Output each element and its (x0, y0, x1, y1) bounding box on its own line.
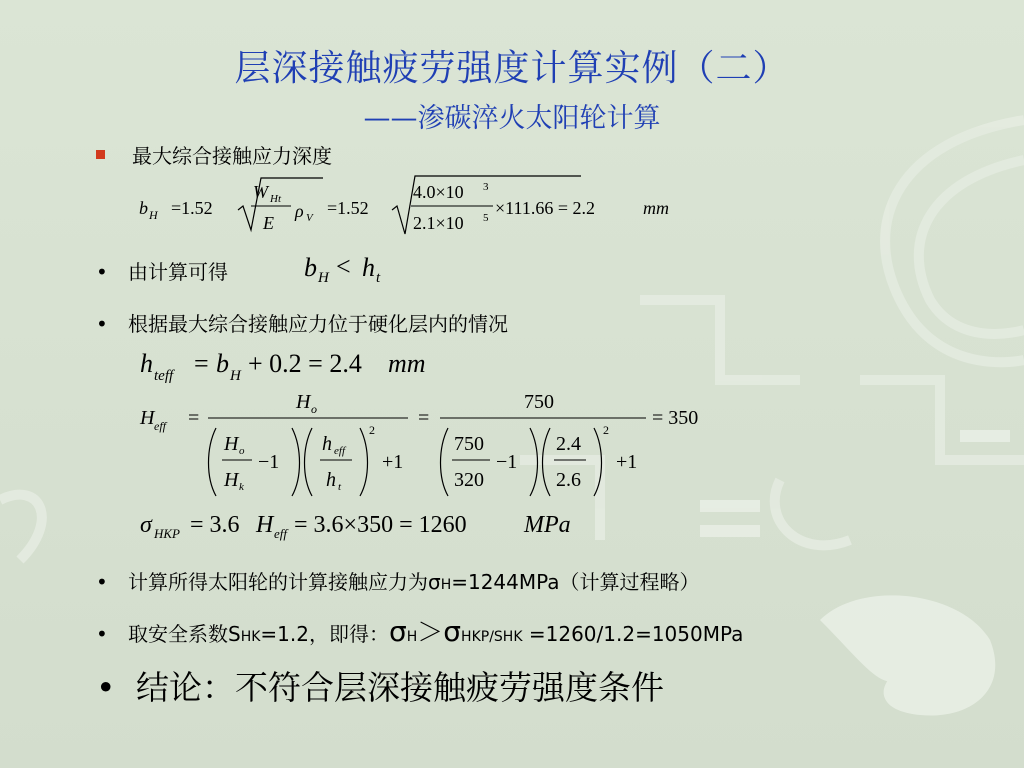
eq5-sigma: σ (140, 512, 152, 538)
eq1-b: b (139, 198, 148, 218)
eq1-W-sub: Ht (270, 193, 281, 205)
eq1-num2-exp: 3 (483, 181, 489, 193)
eq4-minus1b: −1 (496, 451, 518, 473)
equation-sigma-hkp (136, 506, 606, 546)
eq4-ht-sub: t (338, 481, 342, 493)
eq4-result: = 350 (652, 407, 699, 429)
eq5-sigma-sub: HKP (154, 526, 180, 541)
eq3-h-sub: teff (154, 368, 174, 384)
eq5-H-sub: eff (274, 526, 287, 541)
eq1-W: W (253, 182, 268, 202)
eq4-Ho: H (224, 433, 239, 455)
eq4-num2: 750 (524, 391, 554, 413)
sigma-sub: H (406, 629, 418, 645)
eq4-eq2: = (418, 407, 430, 429)
sigma-sub: H (440, 577, 452, 593)
bullet-dot-icon: • (96, 622, 108, 646)
eq2-h-sub: t (376, 270, 381, 286)
eq5-rest1: = 3.6 (190, 512, 240, 538)
bullet-conclusion (96, 662, 664, 709)
bullet-mid: =1.2，即得： (260, 622, 389, 646)
bullet-text: 由计算可得 (128, 260, 228, 284)
eq4-H: H (140, 407, 155, 429)
eq4-ht: h (326, 469, 336, 491)
eq5-unit: MPa (524, 512, 571, 538)
eq2-b-sub: H (318, 270, 329, 286)
eq3-eq: = (194, 349, 209, 378)
bullet-text: 取安全系数S (128, 622, 241, 646)
eq4-num: H (296, 391, 311, 413)
eq4-heff-sub: eff (334, 445, 345, 457)
bullet-text: 根据最大综合接触应力位于硬化层内的情况 (128, 312, 508, 336)
s-sub: HK (240, 629, 261, 645)
bullet-comparison (96, 256, 228, 285)
eq1-coef: =1.52 (171, 198, 213, 218)
eq1-E: E (263, 213, 274, 233)
bullet-square-icon (96, 150, 105, 159)
bullet-text: 计算所得太阳轮的计算接触应力为 (128, 570, 428, 594)
eq4-plus1: +1 (382, 451, 404, 473)
eq4-Hk-sub: k (239, 481, 244, 493)
bullet-dot-icon: • (96, 570, 108, 594)
gt-symbol: ＞ (417, 618, 444, 648)
bullet-dot-icon: • (96, 668, 116, 707)
eq1-num2: 4.0×10 (413, 182, 464, 202)
bullet-max-stress-depth (96, 140, 332, 169)
bullet-calc-stress (96, 566, 700, 595)
eq3-unit: mm (388, 349, 426, 378)
bullet-value: =1260/1.2=1050MPa (522, 622, 744, 646)
eq3-h: h (140, 349, 153, 378)
eq4-Ho-sub: o (239, 445, 245, 457)
bullet-safety-factor (96, 612, 743, 649)
sigma-sub: HKP/SHK (461, 629, 523, 645)
conclusion-text: 结论：不符合层深接触疲劳强度条件 (136, 668, 664, 707)
eq3-b: b (216, 349, 229, 378)
eq1-rho: ρ (295, 201, 304, 221)
eq2-lt: < (336, 252, 351, 281)
equation-bh-lt-ht (300, 248, 410, 288)
eq4-H-sub: eff (154, 419, 166, 433)
eq1-den2: 2.1×10 (413, 213, 464, 233)
eq1-b-sub: H (149, 208, 158, 222)
eq2-h: h (362, 253, 375, 282)
bullet-within-hardened-layer (96, 308, 508, 337)
slide-subtitle: ——渗碳淬火太阳轮计算 (363, 103, 661, 134)
eq1-rho-sub: V (306, 212, 313, 224)
eq4-Hk: H (224, 469, 239, 491)
sigma-symbol: σ (428, 570, 441, 594)
eq4-plus1b: +1 (616, 451, 638, 473)
eq3-b-sub: H (230, 368, 241, 384)
bullet-dot-icon: • (96, 260, 108, 284)
eq4-b2: 2.6 (556, 469, 581, 491)
eq1-den2-exp: 5 (483, 212, 489, 224)
eq1-eq2: =1.52 (327, 198, 369, 218)
bullet-text: 最大综合接触应力深度 (132, 144, 332, 168)
sigma-symbol: σ (389, 615, 407, 648)
bullet-value: =1244MPa（计算过程略） (451, 570, 700, 594)
eq4-b1: 2.4 (556, 433, 581, 455)
eq5-H: H (256, 512, 274, 538)
eq4-num-sub: o (311, 402, 317, 416)
eq4-sq2: 2 (603, 423, 609, 437)
equation-heff (136, 388, 736, 500)
equation-bh (135, 172, 695, 242)
bullet-dot-icon: • (96, 312, 108, 336)
equation-hteff (136, 344, 456, 384)
eq1-tail: ×111.66 = 2.2 (495, 198, 595, 218)
eq4-minus1: −1 (258, 451, 280, 473)
eq4-eq: = (188, 407, 200, 429)
eq4-heff: h (322, 433, 332, 455)
sigma-symbol: σ (443, 615, 462, 648)
eq4-sq: 2 (369, 423, 375, 437)
eq2-b: b (304, 253, 317, 282)
eq4-a1: 750 (454, 433, 484, 455)
slide-title: 层深接触疲劳强度计算实例（二） (234, 48, 790, 89)
eq5-rest2: = 3.6×350 = 1260 (294, 512, 467, 538)
eq3-rest: + 0.2 = 2.4 (248, 349, 362, 378)
eq4-a2: 320 (454, 469, 484, 491)
eq1-unit: mm (643, 198, 669, 218)
